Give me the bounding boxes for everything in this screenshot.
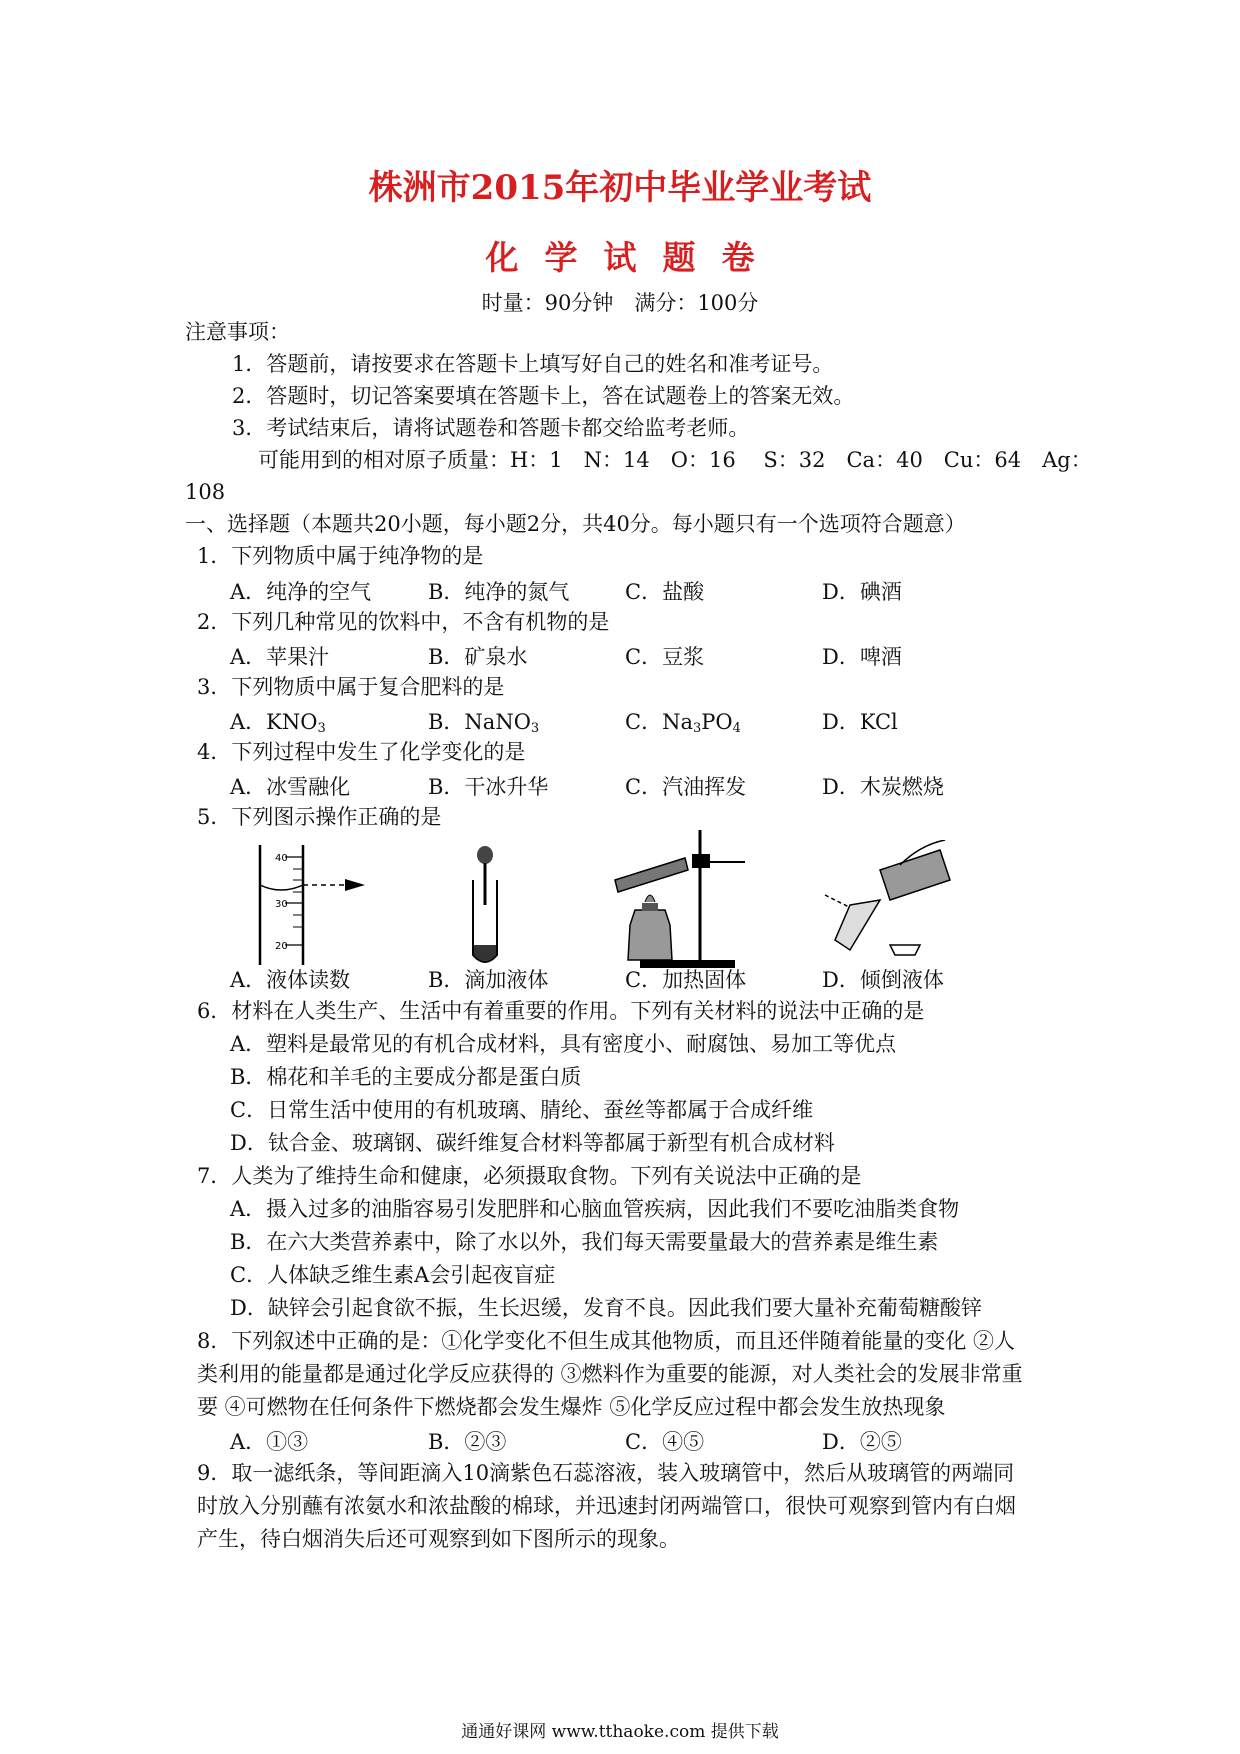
- option-b: B．纯净的氮气: [428, 580, 570, 604]
- question-stem: 4．下列过程中发生了化学变化的是: [197, 740, 526, 764]
- option-c: C．豆浆: [625, 645, 705, 669]
- time-and-score: 时量：90分钟 满分：100分: [481, 291, 759, 315]
- question-stem: 9．取一滤纸条，等间距滴入10滴紫色石蕊溶液，装入玻璃管中，然后从玻璃管的两端同: [197, 1461, 1015, 1485]
- dropper-bulb-icon: [477, 846, 493, 864]
- option-c: C．汽油挥发: [625, 775, 747, 799]
- question-stem-cont: 产生，待白烟消失后还可观察到如下图所示的现象。: [197, 1527, 680, 1551]
- option-a: A．纯净的空气: [230, 580, 372, 604]
- option-c: C．$Na_3PO_4$: [625, 710, 741, 736]
- option-a: A．摄入过多的油脂容易引发肥胖和心脑血管疾病，因此我们不要吃油脂类食物: [230, 1197, 960, 1221]
- atomic-masses: 可能用到的相对原子质量：H：1 N：14 O：16 S：32 Ca：40 Cu：64 Ag：: [258, 448, 1092, 472]
- question-stem: 5．下列图示操作正确的是: [197, 805, 442, 829]
- exam-title: 株洲市2015年初中毕业学业考试: [368, 168, 872, 208]
- option-c: C．人体缺乏维生素A会引起夜盲症: [230, 1263, 556, 1287]
- page-footer: 通通好课网 www.tthaoke.com 提供下载: [461, 1722, 779, 1742]
- eye-icon: [345, 879, 365, 891]
- dropper-figure: [455, 845, 515, 970]
- note-item: 2．答题时，切记答案要填在答题卡上，答在试题卷上的答案无效。: [232, 384, 855, 408]
- option-a: A．冰雪融化: [230, 775, 351, 799]
- question-stem: 8．下列叙述中正确的是：①化学变化不但生成其他物质，而且还伴随着能量的变化 ②人: [197, 1329, 1016, 1353]
- option-d: D．倾倒液体: [822, 968, 944, 992]
- question-stem: 7．人类为了维持生命和健康，必须摄取食物。下列有关说法中正确的是: [197, 1164, 862, 1188]
- option-a: A．液体读数: [230, 968, 351, 992]
- alcohol-lamp-icon: [628, 910, 672, 960]
- option-a: A．苹果汁: [230, 645, 330, 669]
- question-stem: 6．材料在人类生产、生活中有着重要的作用。下列有关材料的说法中正确的是: [197, 999, 925, 1023]
- cylinder-reading-figure: [245, 845, 375, 970]
- atomic-masses-cont: 108: [185, 480, 226, 504]
- option-c: C．加热固体: [625, 968, 747, 992]
- option-b: B．在六大类营养素中，除了水以外，我们每天需要量最大的营养素是维生素: [230, 1230, 939, 1254]
- question-stem: 3．下列物质中属于复合肥料的是: [197, 675, 505, 699]
- option-d: D．木炭燃烧: [822, 775, 944, 799]
- question-stem-cont: 要 ④可燃物在任何条件下燃烧都会发生爆炸 ⑤化学反应过程中都会发生放热现象: [197, 1395, 946, 1419]
- option-d: D．缺锌会引起食欲不振，生长迟缓，发育不良。因此我们要大量补充葡萄糖酸锌: [230, 1296, 982, 1320]
- scale-label: 30: [275, 899, 288, 910]
- option-b: B．NaNO$_3$: [428, 710, 540, 736]
- heating-solid-figure: [600, 830, 750, 970]
- option-b: B．矿泉水: [428, 645, 528, 669]
- reagent-bottle-icon: [880, 850, 950, 900]
- question-stem: 2．下列几种常见的饮料中，不含有机物的是: [197, 610, 610, 634]
- question-stem-cont: 类利用的能量都是通过化学反应获得的 ③燃料作为重要的能源，对人类社会的发展非常重: [197, 1362, 1023, 1386]
- option-d: D．啤酒: [822, 645, 902, 669]
- option-d: D．钛合金、玻璃钢、碳纤维复合材料等都属于新型有机合成材料: [230, 1131, 835, 1155]
- option-b: B．棉花和羊毛的主要成分都是蛋白质: [230, 1065, 582, 1089]
- test-tube-icon: [835, 900, 880, 950]
- question-stem-cont: 时放入分别蘸有浓氨水和浓盐酸的棉球，并迅速封闭两端管口，很快可观察到管内有白烟: [197, 1494, 1016, 1518]
- section-heading: 一、选择题（本题共20小题，每小题2分，共40分。每小题只有一个选项符合题意）: [185, 512, 966, 536]
- option-d: D．碘酒: [822, 580, 902, 604]
- option-a: A．①③: [230, 1430, 309, 1454]
- option-b: B．干冰升华: [428, 775, 549, 799]
- option-b: B．滴加液体: [428, 968, 549, 992]
- notes-heading: 注意事项：: [185, 320, 290, 344]
- pouring-liquid-figure: [810, 840, 960, 965]
- scale-label: 40: [275, 853, 288, 864]
- option-c: C．④⑤: [625, 1430, 705, 1454]
- option-d: D．②⑤: [822, 1430, 902, 1454]
- note-item: 1．答题前，请按要求在答题卡上填写好自己的姓名和准考证号。: [232, 352, 834, 376]
- option-c: C．盐酸: [625, 580, 705, 604]
- option-c: C．日常生活中使用的有机玻璃、腈纶、蚕丝等都属于合成纤维: [230, 1098, 814, 1122]
- option-a: A．塑料是最常见的有机合成材料，具有密度小、耐腐蚀、易加工等优点: [230, 1032, 897, 1056]
- scale-label: 20: [275, 941, 288, 952]
- note-item: 3．考试结束后，请将试题卷和答题卡都交给监考老师。: [232, 416, 750, 440]
- question-stem: 1．下列物质中属于纯净物的是: [197, 544, 484, 568]
- paper-subtitle: 化学试题卷: [485, 238, 781, 277]
- option-b: B．②③: [428, 1430, 507, 1454]
- option-a: A．$KNO_3$: [230, 710, 326, 736]
- option-d: D．KCl: [822, 710, 898, 734]
